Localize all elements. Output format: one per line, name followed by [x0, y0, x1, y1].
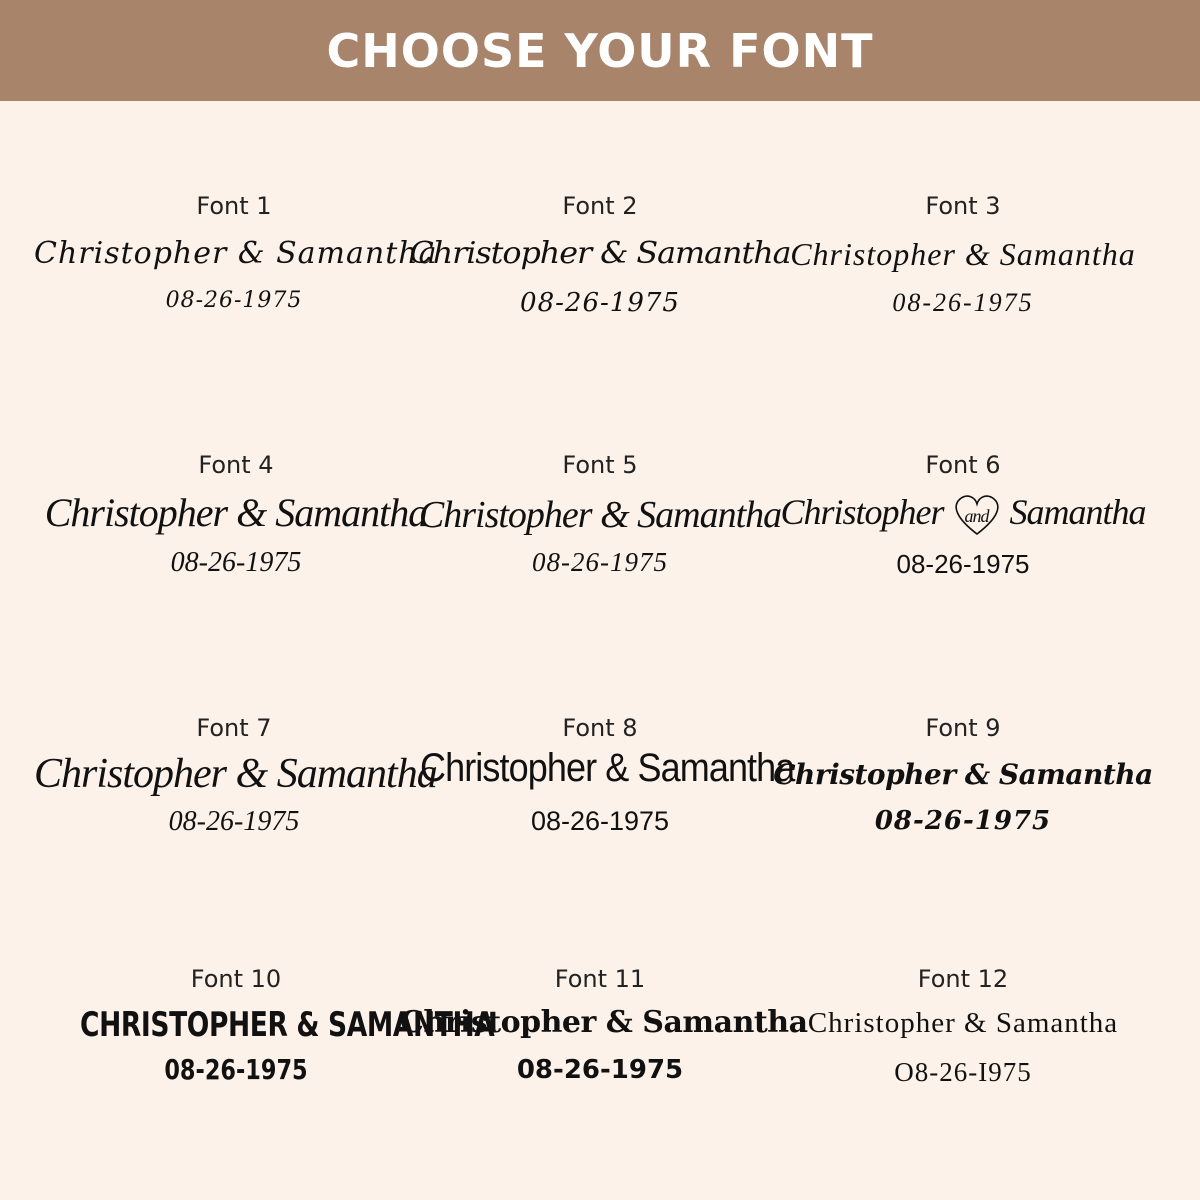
date-sample: 08-26-1975 [164, 1053, 308, 1086]
names-sample: Christopher & Samantha [400, 1005, 808, 1040]
font-label: Font 1 [196, 192, 272, 220]
font-label: Font 6 [925, 451, 1001, 479]
date-sample: 08-26-1975 [520, 288, 680, 318]
font-option-5[interactable] [400, 451, 800, 631]
names-middle: and [964, 505, 989, 526]
font-option-8[interactable] [400, 714, 800, 894]
font-label: Font 8 [562, 714, 638, 742]
names-sample: Christopher & Samantha [418, 494, 782, 536]
date-sample: 08-26-1975 [516, 1055, 684, 1085]
font-option-7[interactable] [34, 714, 437, 894]
font-option-12[interactable] [763, 965, 1163, 1145]
date-sample: 08-26-1975 [168, 806, 300, 837]
page-title: CHOOSE YOUR FONT [326, 23, 874, 78]
heart-icon [946, 494, 1008, 538]
font-option-4[interactable] [36, 451, 436, 631]
font-label: Font 7 [196, 714, 272, 742]
date-sample: 08-26-1975 [896, 549, 1030, 579]
names-left: Christopher [780, 492, 944, 532]
names-sample: Christopher & Samantha [420, 746, 795, 790]
font-label: Font 9 [925, 714, 1001, 742]
font-option-10[interactable] [36, 965, 495, 1145]
font-option-9[interactable] [763, 714, 1163, 894]
font-label: Font 11 [554, 965, 646, 993]
font-option-1[interactable] [34, 192, 438, 372]
header-banner [0, 0, 1200, 101]
names-sample: Christopher & Samantha [790, 236, 1136, 272]
font-label: Font 10 [190, 965, 282, 993]
names-sample: Christopher & Samantha [773, 758, 1153, 791]
date-sample: 08-26-1975 [170, 547, 302, 578]
font-label: Font 12 [917, 965, 1009, 993]
date-sample: 08-26-1975 [874, 806, 1052, 836]
names-sample: CHRISTOPHER & SAMANTHA [80, 1005, 495, 1045]
names-sample: Christopher & Samantha [34, 751, 437, 797]
date-sample: O8-26-I975 [894, 1057, 1032, 1087]
names-sample: Christopher & Samantha [34, 236, 438, 271]
font-label: Font 4 [198, 451, 274, 479]
date-sample: 08-26-1975 [165, 288, 303, 313]
font-option-6[interactable] [763, 451, 1163, 631]
font-label: Font 5 [562, 451, 638, 479]
font-label: Font 2 [562, 192, 638, 220]
names-sample [763, 491, 1163, 538]
date-sample: 08-26-1975 [892, 288, 1034, 317]
date-sample: 08-26-1975 [532, 547, 668, 577]
names-sample: Christopher & Samantha [44, 490, 428, 535]
names-right: Samantha [1009, 492, 1146, 532]
date-sample: 08-26-1975 [530, 806, 670, 836]
font-option-3[interactable] [763, 192, 1163, 372]
font-label: Font 3 [925, 192, 1001, 220]
names-sample: Christopher & Samantha [409, 236, 791, 271]
font-option-11[interactable] [400, 965, 808, 1145]
font-option-2[interactable] [400, 192, 800, 372]
names-sample: Christopher & Samantha [807, 1007, 1119, 1039]
